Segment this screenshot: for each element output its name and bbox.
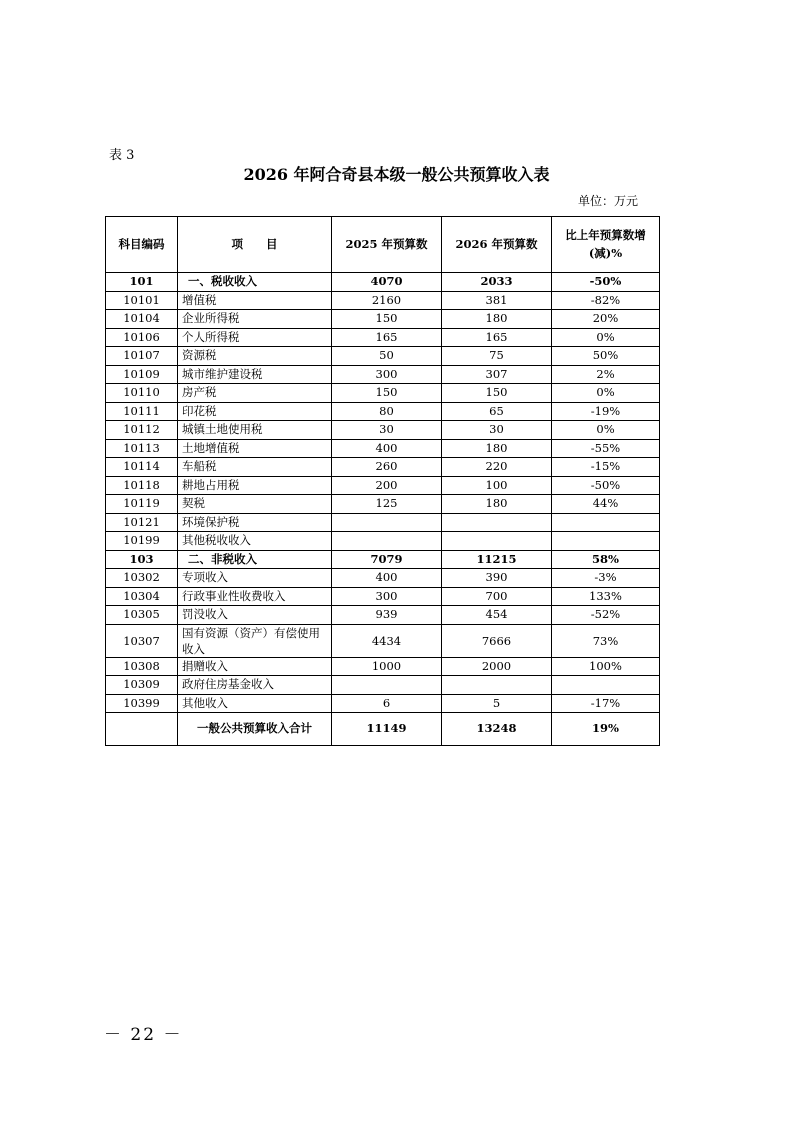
row-name: 增值税 (178, 291, 332, 310)
row-code: 10199 (106, 532, 178, 551)
row-2025: 400 (332, 569, 442, 588)
table-row (106, 310, 660, 329)
row-2026 (442, 532, 552, 551)
row-name: 环境保护税 (178, 513, 332, 532)
header-2026: 2026 年预算数 (442, 217, 552, 273)
budget-table (105, 216, 660, 746)
page-number: － 22 － (104, 1025, 183, 1045)
table-row (106, 421, 660, 440)
table-row (106, 587, 660, 606)
row-name: 土地增值税 (178, 439, 332, 458)
row-change: 0% (552, 328, 660, 347)
row-2025: 7079 (332, 550, 442, 569)
row-2026: 165 (442, 328, 552, 347)
row-2025: 300 (332, 365, 442, 384)
row-2026 (442, 513, 552, 532)
total-2025: 11149 (332, 713, 442, 746)
table-row (106, 606, 660, 625)
row-change: 0% (552, 421, 660, 440)
row-2025: 50 (332, 347, 442, 366)
table-row (106, 513, 660, 532)
row-change: -15% (552, 458, 660, 477)
row-code: 10101 (106, 291, 178, 310)
row-2026 (442, 676, 552, 695)
row-code: 103 (106, 550, 178, 569)
row-2026: 381 (442, 291, 552, 310)
row-change (552, 513, 660, 532)
total-change: 19% (552, 713, 660, 746)
row-2025: 260 (332, 458, 442, 477)
row-2025: 30 (332, 421, 442, 440)
row-2025: 939 (332, 606, 442, 625)
header-code: 科目编码 (106, 217, 178, 273)
row-2026: 700 (442, 587, 552, 606)
row-change: -55% (552, 439, 660, 458)
table-row (106, 365, 660, 384)
row-2026: 30 (442, 421, 552, 440)
row-change (552, 676, 660, 695)
row-2026: 100 (442, 476, 552, 495)
row-code: 10304 (106, 587, 178, 606)
row-change: 20% (552, 310, 660, 329)
table-row (106, 550, 660, 569)
table-row (106, 347, 660, 366)
table-row (106, 273, 660, 292)
row-name: 捐赠收入 (178, 657, 332, 676)
row-name: 契税 (178, 495, 332, 514)
row-name: 一、税收收入 (178, 273, 332, 292)
row-code: 10119 (106, 495, 178, 514)
row-name: 政府住房基金收入 (178, 676, 332, 695)
row-2025 (332, 532, 442, 551)
row-2026: 220 (442, 458, 552, 477)
table-row (106, 495, 660, 514)
row-change: -50% (552, 273, 660, 292)
table-row (106, 328, 660, 347)
table-row (106, 384, 660, 403)
row-change: 44% (552, 495, 660, 514)
row-2026: 2033 (442, 273, 552, 292)
header-item: 项 目 (178, 217, 332, 273)
row-change: 50% (552, 347, 660, 366)
total-2026: 13248 (442, 713, 552, 746)
header-change: 比上年预算数增 (减)% (552, 217, 660, 273)
row-code: 10308 (106, 657, 178, 676)
row-change: -82% (552, 291, 660, 310)
table-row (106, 291, 660, 310)
row-name: 城市维护建设税 (178, 365, 332, 384)
row-2026: 5 (442, 694, 552, 713)
row-code: 10109 (106, 365, 178, 384)
row-2025 (332, 513, 442, 532)
row-2025: 300 (332, 587, 442, 606)
row-2026: 454 (442, 606, 552, 625)
total-name: 一般公共预算收入合计 (178, 713, 332, 746)
row-2026: 150 (442, 384, 552, 403)
row-name: 二、非税收入 (178, 550, 332, 569)
row-2025: 150 (332, 310, 442, 329)
page-title: 2026 年阿合奇县本级一般公共预算收入表 (243, 165, 550, 184)
row-change: -3% (552, 569, 660, 588)
row-code: 10399 (106, 694, 178, 713)
row-2025: 400 (332, 439, 442, 458)
table-row (106, 657, 660, 676)
table-row (106, 476, 660, 495)
total-row (106, 713, 660, 746)
row-2026: 180 (442, 495, 552, 514)
table-row (106, 676, 660, 695)
row-name: 耕地占用税 (178, 476, 332, 495)
row-name: 印花税 (178, 402, 332, 421)
row-code: 10302 (106, 569, 178, 588)
unit-label: 单位：万元 (577, 194, 638, 208)
row-code: 101 (106, 273, 178, 292)
row-name: 企业所得税 (178, 310, 332, 329)
table-row (106, 402, 660, 421)
row-2026: 2000 (442, 657, 552, 676)
row-2025: 4434 (332, 624, 442, 657)
row-change: 58% (552, 550, 660, 569)
table-header-row (106, 217, 660, 273)
table-row (106, 532, 660, 551)
row-change: 133% (552, 587, 660, 606)
row-2026: 11215 (442, 550, 552, 569)
header-2025: 2025 年预算数 (332, 217, 442, 273)
row-2026: 7666 (442, 624, 552, 657)
row-change (552, 532, 660, 551)
row-2026: 65 (442, 402, 552, 421)
row-2025: 2160 (332, 291, 442, 310)
row-2025: 80 (332, 402, 442, 421)
row-2026: 180 (442, 310, 552, 329)
row-name: 国有资源（资产）有偿使用收入 (178, 624, 332, 657)
row-code: 10309 (106, 676, 178, 695)
row-code: 10305 (106, 606, 178, 625)
row-name: 行政事业性收费收入 (178, 587, 332, 606)
row-code: 10113 (106, 439, 178, 458)
row-change: -52% (552, 606, 660, 625)
row-2025: 200 (332, 476, 442, 495)
row-2026: 307 (442, 365, 552, 384)
table-row (106, 694, 660, 713)
row-code: 10112 (106, 421, 178, 440)
row-name: 其他税收收入 (178, 532, 332, 551)
row-code: 10106 (106, 328, 178, 347)
row-code: 10110 (106, 384, 178, 403)
row-change: 2% (552, 365, 660, 384)
row-code: 10121 (106, 513, 178, 532)
row-2025: 4070 (332, 273, 442, 292)
total-code (106, 713, 178, 746)
row-2025: 165 (332, 328, 442, 347)
row-2026: 75 (442, 347, 552, 366)
row-change: 73% (552, 624, 660, 657)
table-row (106, 624, 660, 657)
table-row (106, 569, 660, 588)
row-2025: 150 (332, 384, 442, 403)
row-name: 罚没收入 (178, 606, 332, 625)
row-code: 10118 (106, 476, 178, 495)
row-change: -17% (552, 694, 660, 713)
row-name: 专项收入 (178, 569, 332, 588)
row-change: -50% (552, 476, 660, 495)
row-name: 房产税 (178, 384, 332, 403)
row-change: -19% (552, 402, 660, 421)
table-row (106, 458, 660, 477)
row-code: 10104 (106, 310, 178, 329)
row-change: 0% (552, 384, 660, 403)
row-name: 其他收入 (178, 694, 332, 713)
table-label: 表 3 (109, 148, 135, 163)
row-code: 10107 (106, 347, 178, 366)
row-name: 个人所得税 (178, 328, 332, 347)
row-code: 10307 (106, 624, 178, 657)
row-name: 车船税 (178, 458, 332, 477)
row-name: 城镇土地使用税 (178, 421, 332, 440)
row-2026: 180 (442, 439, 552, 458)
table-row (106, 439, 660, 458)
row-2025: 1000 (332, 657, 442, 676)
row-name: 资源税 (178, 347, 332, 366)
row-2025: 125 (332, 495, 442, 514)
row-code: 10114 (106, 458, 178, 477)
row-code: 10111 (106, 402, 178, 421)
row-2025: 6 (332, 694, 442, 713)
row-2025 (332, 676, 442, 695)
row-change: 100% (552, 657, 660, 676)
row-2026: 390 (442, 569, 552, 588)
